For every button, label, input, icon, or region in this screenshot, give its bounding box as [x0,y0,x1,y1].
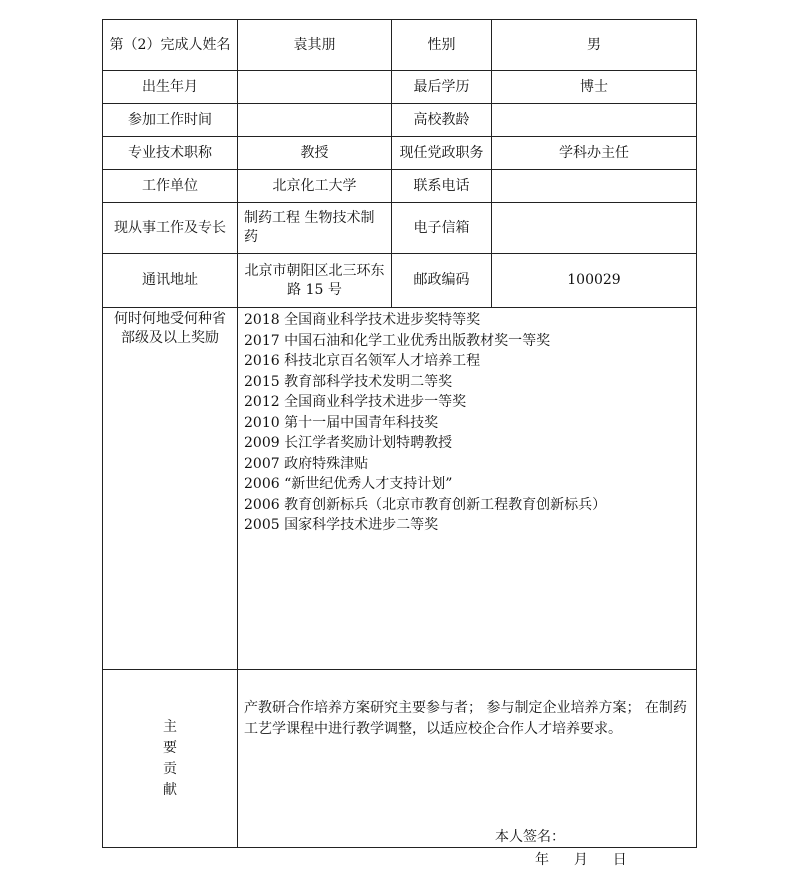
gender-value: 男 [492,20,697,71]
award-item: 2009 长江学者奖励计划特聘教授 [244,435,453,451]
row-title-post [103,137,697,170]
work-start-value [238,104,392,137]
awards-list [244,310,690,536]
award-item: 2005 国家科学技术进步二等奖 [244,517,439,533]
row-field-email [103,203,697,254]
award-item: 2016 科技北京百名领军人才培养工程 [244,353,481,369]
row-birth-education [103,71,697,104]
row-unit-phone [103,170,697,203]
work-start-label: 参加工作时间 [103,104,238,137]
signature-date: 年 月 日 [535,852,627,868]
education-label: 最后学历 [392,71,492,104]
awards-cell [238,308,697,670]
award-item: 2010 第十一届中国青年科技奖 [244,414,439,431]
phone-value [492,170,697,203]
address-label: 通讯地址 [103,254,238,308]
postcode-value: 100029 [492,254,697,308]
work-unit-value: 北京化工大学 [238,170,392,203]
contribution-label-char: 贡 [163,760,177,777]
work-unit-label: 工作单位 [103,170,238,203]
field-value: 制药工程 生物技术制药 [238,203,392,254]
professional-title-value: 教授 [238,137,392,170]
teaching-years-value [492,104,697,137]
award-item: 2007 政府特殊津贴 [244,455,369,472]
phone-label: 联系电话 [392,170,492,203]
party-post-value: 学科办主任 [492,137,697,170]
row-name-gender [103,20,697,71]
birth-label: 出生年月 [103,71,238,104]
contribution-label-char: 要 [163,739,177,756]
award-item: 2015 教育部科学技术发明二等奖 [244,373,453,390]
row-address-postcode [103,254,697,308]
personnel-form-table [102,19,697,868]
field-label: 现从事工作及专长 [103,203,238,254]
name-label: 第（2）完成人姓名 [103,20,238,71]
email-label: 电子信箱 [392,203,492,254]
address-value: 北京市朝阳区北三环东路 15 号 [238,254,392,308]
award-item: 2018 全国商业科学技术进步奖特等奖 [244,312,481,328]
email-value [492,203,697,254]
row-workstart-teaching [103,104,697,137]
row-contribution [103,670,697,848]
party-post-label: 现任党政职务 [392,137,492,170]
name-value: 袁其朋 [238,20,392,71]
gender-label: 性别 [392,20,492,71]
award-item: 2006 “新世纪优秀人才支持计划” [244,476,453,492]
professional-title-label: 专业技术职称 [103,137,238,170]
row-awards [103,308,697,670]
postcode-label: 邮政编码 [392,254,492,308]
award-item: 2012 全国商业科学技术进步一等奖 [244,394,467,410]
award-item: 2006 教育创新标兵（北京市教育创新工程教育创新标兵） [244,496,607,513]
contribution-cell [238,670,697,868]
teaching-years-label: 高校教龄 [392,104,492,137]
contribution-label-char: 主 [163,718,177,735]
awards-label: 何时何地受何种省部级及以上奖励 [103,308,238,670]
education-value: 博士 [492,71,697,104]
award-item: 2017 中国石油和化学工业优秀出版教材奖一等奖 [244,332,551,349]
contribution-label-char: 献 [163,781,177,798]
birth-value [238,71,392,104]
contribution-label-cell [103,670,238,848]
signature-label: 本人签名： [495,829,565,845]
contribution-text: 产教研合作培养方案研究主要参与者； 参与制定企业培养方案； 在制药工艺学课程中进行教学调整，以适应校企合作人才培养要求。 [244,700,687,737]
